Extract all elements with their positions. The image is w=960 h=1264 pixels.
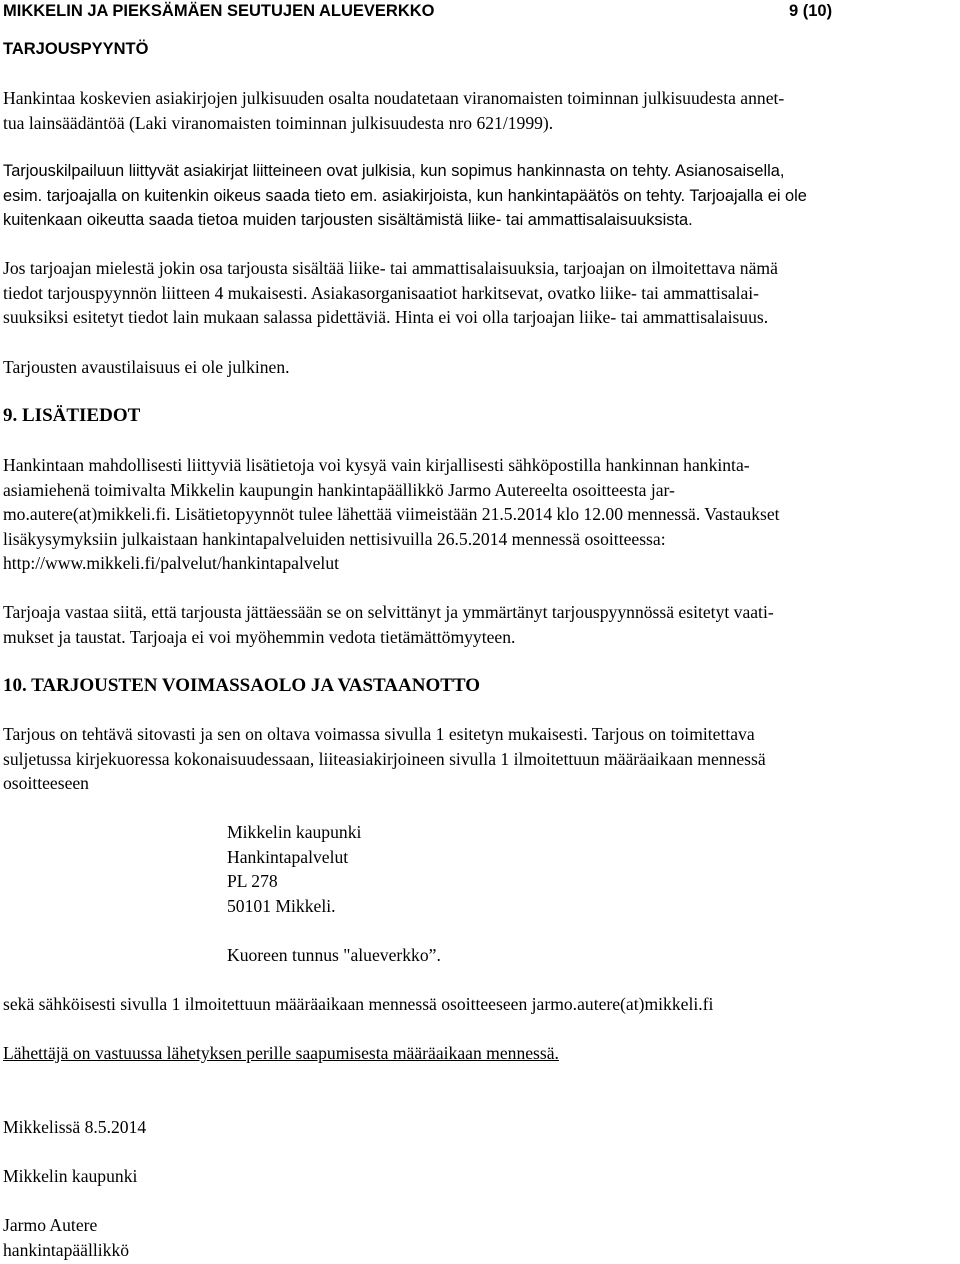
address-line: PL 278 [227, 871, 278, 891]
underlined-text-line: Lähettäjä on vastuussa lähetyksen perille saapumisesta määräaikaan mennessä. [3, 1043, 559, 1063]
address-line: Hankintapalvelut [227, 846, 349, 867]
intro-paragraph-3 [3, 256, 955, 330]
section-10-paragraph-1 [3, 722, 955, 796]
text-line: Hankintaa koskevien asiakirjojen julkisuuden osalta noudatetaan viranomaisten toiminnan julkisuudesta annet- [3, 88, 785, 108]
text-line: tua lainsäädäntöä (Laki viranomaisten toiminnan julkisuudesta nro 621/1999). [3, 112, 554, 133]
signer-name: Jarmo Autere [3, 1215, 98, 1235]
signature-block [3, 1213, 955, 1262]
address-line: Mikkelin kaupunki [227, 822, 362, 842]
section-9-heading: 9. LISÄTIEDOT [3, 405, 141, 426]
text-line: Mikkelissä 8.5.2014 [3, 1117, 147, 1137]
text-line: osoitteeseen [3, 773, 89, 793]
page-number: 9 (10) [789, 2, 833, 20]
address-line: 50101 Mikkeli. [227, 895, 336, 916]
info-url[interactable]: http://www.mikkeli.fi/palvelut/hankintapalvelut [3, 553, 340, 573]
section-9-paragraph-1 [3, 453, 955, 576]
text-line: mukset ja taustat. Tarjoaja ei voi myöhemmin vedota tietämättömyyteen. [3, 626, 516, 647]
delivery-address [227, 820, 361, 918]
section-10-heading: 10. TARJOUSTEN VOIMASSAOLO JA VASTAANOTTO [3, 675, 481, 696]
text-line: Mikkelin kaupunki [3, 1166, 138, 1186]
section-10-paragraph-2 [3, 992, 955, 1017]
intro-paragraph-2 [3, 159, 955, 233]
text-line: suuksiksi esitetyt tiedot lain mukaan salassa pidettäviä. Hinta ei voi olla tarjoajan liike- tai ammattisalaisuus. [3, 307, 769, 327]
closing-place-date [3, 1115, 955, 1140]
text-line: Tarjousten avaustilaisuus ei ole julkinen. [3, 357, 290, 377]
text-line: tiedot tarjouspyynnön liitteen 4 mukaisesti. Asiakasorganisaatiot harkitsevat, ovatko liike- tai ammattisalai- [3, 282, 760, 303]
envelope-marking: Kuoreen tunnus "alueverkko”. [227, 945, 441, 965]
closing-organization [3, 1164, 955, 1189]
intro-paragraph-1 [3, 86, 955, 135]
text-line: suljetussa kirjekuoressa kokonaisuudessaan, liiteasiakirjoineen sivulla 1 ilmoitettuun määräaikaan mennessä [3, 748, 766, 769]
text-line: Tarjoaja vastaa siitä, että tarjousta jättäessään se on selvittänyt ja ymmärtänyt tarjouspyynnössä esitetyt vaati- [3, 602, 774, 622]
document-subtitle: TARJOUSPYYNTÖ [3, 40, 149, 58]
text-line: esim. tarjoajalla on kuitenkin oikeus saada tieto em. asiakirjoista, kun hankintapäätös on tehty. Tarjoajalla ei ole [3, 186, 807, 205]
section-10-paragraph-3 [3, 1041, 955, 1066]
signer-role: hankintapäällikkö [3, 1239, 130, 1260]
text-line: sekä sähköisesti sivulla 1 ilmoitettuun määräaikaan mennessä osoitteeseen jarmo.autere(at)mikkeli.fi [3, 994, 714, 1014]
text-line: Tarjouskilpailuun liittyvät asiakirjat liitteineen ovat julkisia, kun sopimus hankinnasta on tehty. Asianosaisella, [3, 162, 785, 180]
text-line: Tarjous on tehtävä sitovasti ja sen on oltava voimassa sivulla 1 esitetyn mukaisesti. Tarjous on toimitettava [3, 724, 755, 744]
text-line: Jos tarjoajan mielestä jokin osa tarjousta sisältää liike- tai ammattisalaisuuksia, tarjoajan on ilmoitettava nämä [3, 258, 778, 278]
intro-paragraph-4 [3, 355, 955, 380]
text-line: Hankintaan mahdollisesti liittyviä lisätietoja voi kysyä vain kirjallisesti sähköpostilla hankinnan hankinta- [3, 455, 750, 475]
section-9-paragraph-2 [3, 600, 955, 649]
document-title: MIKKELIN JA PIEKSÄMÄEN SEUTUJEN ALUEVERKKO [3, 2, 435, 20]
text-line: kuitenkaan oikeutta saada tietoa muiden tarjousten sisältämistä liike- tai ammattisalaisuuksista. [3, 211, 693, 229]
text-line: lisäkysymyksiin julkaistaan hankintapalveluiden nettisivuilla 26.5.2014 mennessä osoitteessa: [3, 528, 666, 549]
text-line: mo.autere(at)mikkeli.fi. Lisätietopyynnöt tulee lähettää viimeistään 21.5.2014 klo 12.00 mennessä. Vastaukset [3, 504, 780, 524]
text-line: asiamiehenä toimivalta Mikkelin kaupungin hankintapäällikkö Jarmo Autereelta osoitteesta jar- [3, 479, 675, 500]
